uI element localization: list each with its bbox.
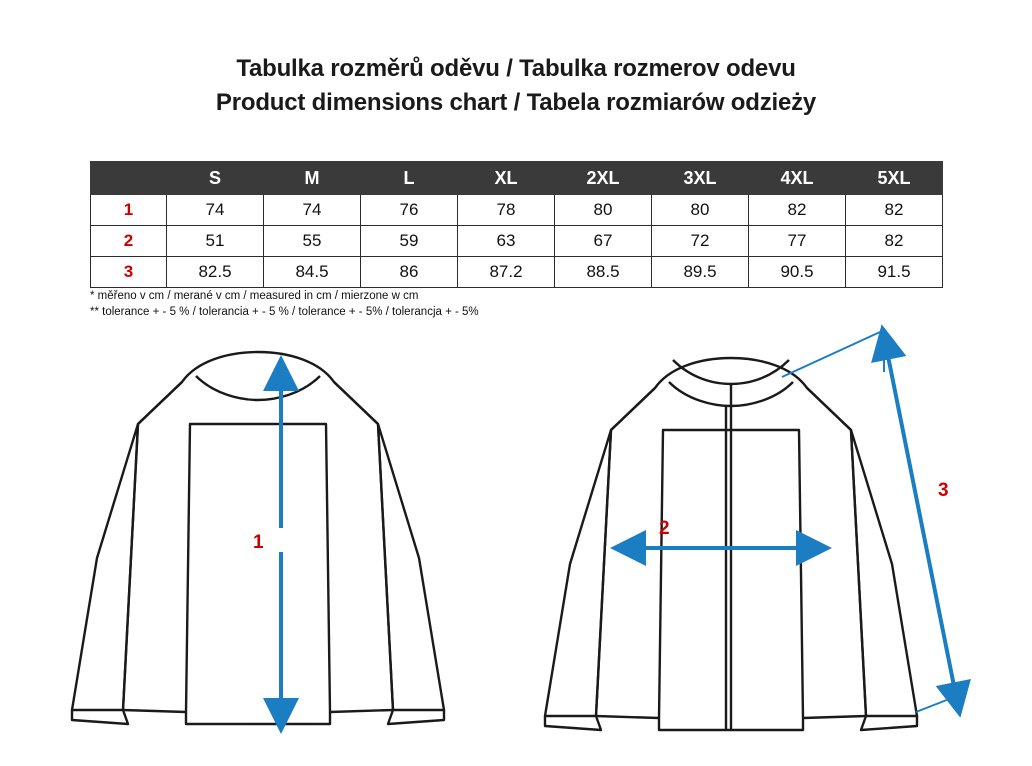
cell-r2-5xl: 82	[846, 226, 943, 257]
cell-r2-l: 59	[361, 226, 458, 257]
column-header-3xl: 3XL	[652, 162, 749, 195]
title-line-2: Product dimensions chart / Tabela rozmiarów odzieży	[215, 89, 817, 116]
table-header-row	[91, 162, 943, 195]
cell-r3-2xl: 88.5	[555, 257, 652, 288]
cell-r1-3xl: 80	[652, 195, 749, 226]
dimension-label-3: 3	[938, 480, 949, 501]
cell-r2-2xl: 67	[555, 226, 652, 257]
size-table	[90, 161, 943, 288]
column-header-l: L	[361, 162, 458, 195]
cell-r1-5xl: 82	[846, 195, 943, 226]
cell-r3-3xl: 89.5	[652, 257, 749, 288]
column-header-2xl: 2XL	[555, 162, 652, 195]
cell-r2-m: 55	[264, 226, 361, 257]
cell-r2-4xl: 77	[749, 226, 846, 257]
row-header-1: 1	[91, 195, 167, 226]
column-header-s: S	[167, 162, 264, 195]
column-header-4xl: 4XL	[749, 162, 846, 195]
table-corner-cell	[91, 162, 167, 195]
cell-r2-3xl: 72	[652, 226, 749, 257]
cell-r2-xl: 63	[458, 226, 555, 257]
page-title	[0, 52, 1032, 120]
garment-illustrations	[0, 320, 1032, 766]
cell-r3-5xl: 91.5	[846, 257, 943, 288]
dimension-label-2: 2	[659, 518, 670, 539]
cell-r3-l: 86	[361, 257, 458, 288]
size-table-wrapper	[90, 161, 942, 288]
row-header-3: 3	[91, 257, 167, 288]
cell-r3-m: 84.5	[264, 257, 361, 288]
column-header-m: M	[264, 162, 361, 195]
cell-r1-s: 74	[167, 195, 264, 226]
dimension-arrow-3	[782, 328, 962, 712]
note-tolerance: ** tolerance + - 5 % / tolerancia + - 5 % / tolerance + - 5% / tolerancja + - 5%	[90, 306, 479, 318]
dimension-label-1: 1	[253, 532, 264, 553]
row-header-2: 2	[91, 226, 167, 257]
column-header-5xl: 5XL	[846, 162, 943, 195]
cell-r1-4xl: 82	[749, 195, 846, 226]
note-measure-units: * měřeno v cm / merané v cm / measured in cm / mierzone w cm	[90, 290, 419, 302]
table-row	[91, 226, 943, 257]
cell-r1-l: 76	[361, 195, 458, 226]
table-row	[91, 257, 943, 288]
title-line-1: Tabulka rozměrů oděvu / Tabulka rozmerov odevu	[236, 55, 796, 82]
jacket-front-view	[545, 358, 917, 730]
cell-r1-m: 74	[264, 195, 361, 226]
column-header-xl: XL	[458, 162, 555, 195]
cell-r1-2xl: 80	[555, 195, 652, 226]
cell-r3-4xl: 90.5	[749, 257, 846, 288]
measurement-notes	[90, 288, 790, 320]
cell-r3-xl: 87.2	[458, 257, 555, 288]
cell-r2-s: 51	[167, 226, 264, 257]
cell-r1-xl: 78	[458, 195, 555, 226]
table-row	[91, 195, 943, 226]
cell-r3-s: 82.5	[167, 257, 264, 288]
